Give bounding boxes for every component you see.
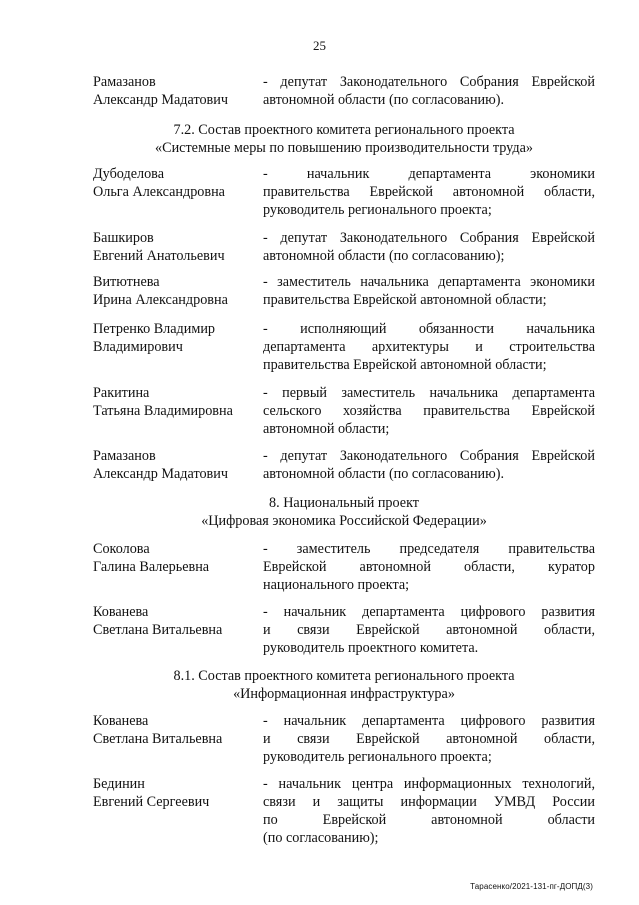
member-entry	[93, 320, 595, 373]
document-footer-code: Тарасенко/2021-131-пг-ДОПД(3)	[470, 882, 593, 891]
member-name: Ракитина Татьяна Владимировна	[93, 385, 233, 419]
member-entry	[93, 712, 595, 765]
member-name: Рамазанов Александр Мадатович	[93, 448, 228, 482]
member-entry	[93, 229, 595, 264]
member-name: Кованева Светлана Витальевна	[93, 713, 223, 747]
member-role: - депутат Законодательного Собрания Еврейской автономной области (по согласованию).	[263, 74, 595, 108]
member-entry	[93, 384, 595, 437]
member-role: - депутат Законодательного Собрания Еврейской автономной области (по согласованию).	[263, 448, 595, 482]
member-name: Соколова Галина Валерьевна	[93, 541, 210, 575]
member-role: - заместитель председателя правительства Еврейской автономной области, куратор национального проекта;	[263, 541, 595, 593]
member-entry	[93, 165, 595, 218]
member-role: - первый заместитель начальника департамента сельского хозяйства правительства Еврейской автономной области;	[263, 385, 595, 437]
member-name: Башкиров Евгений Анатольевич	[93, 230, 225, 264]
member-role: - заместитель начальника департамента экономики правительства Еврейской автономной области;	[263, 274, 595, 308]
member-role: - депутат Законодательного Собрания Еврейской автономной области (по согласованию);	[263, 230, 595, 264]
section-heading-8: 8. Национальный проект «Цифровая экономика Российской Федерации»	[201, 495, 487, 529]
section-heading-8-1: 8.1. Состав проектного комитета регионального проекта «Информационная инфраструктура»	[173, 668, 515, 702]
member-entry	[93, 73, 595, 108]
member-role: - начальник центра информационных технологий, связи и защиты информации УМВД России по Еврейской автономной области (по согласованию);	[263, 776, 595, 846]
member-entry	[93, 447, 595, 482]
member-name: Кованева Светлана Витальевна	[93, 604, 223, 638]
member-name: Витютнева Ирина Александровна	[93, 274, 228, 308]
member-role: - начальник департамента экономики правительства Еврейской автономной области, руководитель регионального проекта;	[263, 166, 595, 218]
member-entry	[93, 603, 595, 656]
member-entry	[93, 540, 595, 593]
member-name: Бединин Евгений Сергеевич	[93, 776, 210, 810]
member-name: Дубоделова Ольга Александровна	[93, 166, 225, 200]
member-role: - исполняющий обязанности начальника департамента архитектуры и строительства правительства Еврейской автономной области;	[263, 321, 595, 373]
page-number: 25	[313, 38, 326, 53]
member-entry	[93, 273, 595, 308]
member-name: Рамазанов Александр Мадатович	[93, 74, 228, 108]
member-role: - начальник департамента цифрового развития и связи Еврейской автономной области, руководитель проектного комитета.	[263, 604, 595, 656]
member-role: - начальник департамента цифрового развития и связи Еврейской автономной области, руководитель регионального проекта;	[263, 713, 595, 765]
section-heading-7-2: 7.2. Состав проектного комитета регионального проекта «Системные меры по повышению производительности труда»	[155, 122, 533, 156]
member-entry	[93, 775, 595, 846]
member-name: Петренко Владимир Владимирович	[93, 321, 216, 355]
